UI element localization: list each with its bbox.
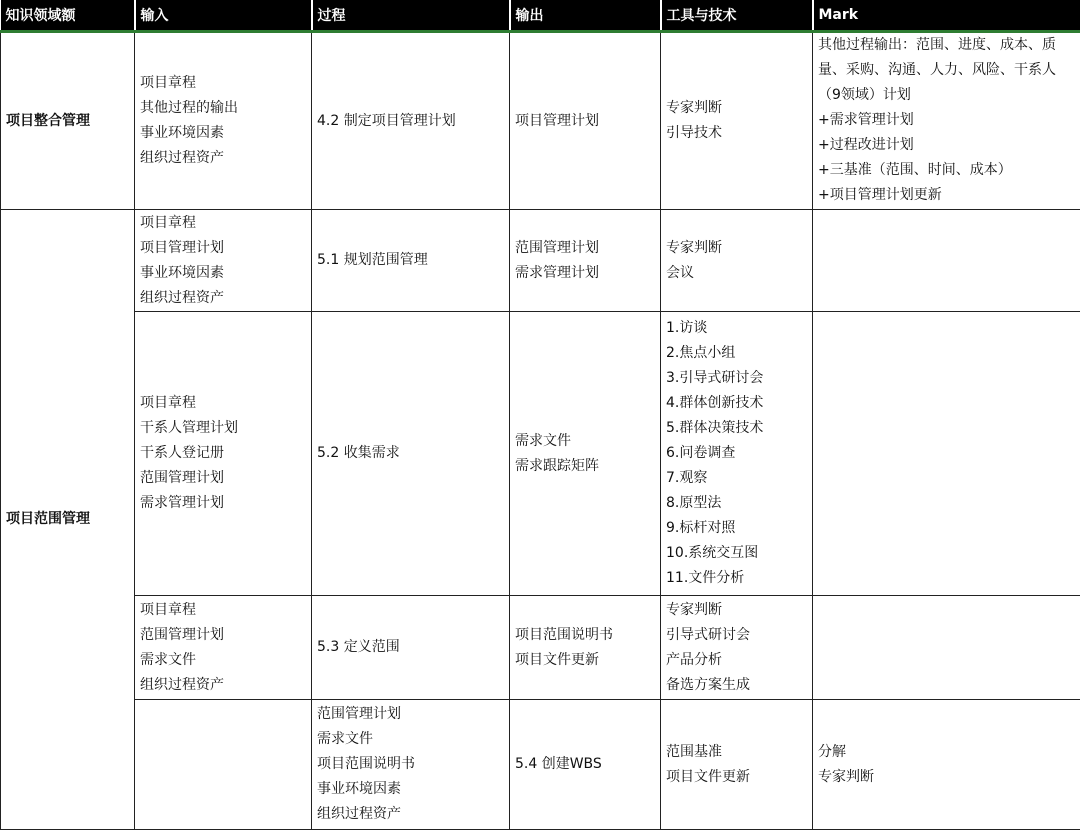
knowledge-area-cell [135,700,312,830]
cell-line: 组织过程资产 [317,806,401,822]
header-knowledge-area: 知识领域额 [1,0,135,32]
cell-line: 8.原型法 [666,495,722,511]
process-cell: 5.4 创建WBS [510,700,661,830]
mark-cell [813,312,1080,596]
process-cell: 5.2 收集需求 [312,312,510,596]
table-row [1,700,1080,830]
cell-line: +项目管理计划更新 [818,187,942,203]
header-outputs: 输出 [510,0,661,32]
cell-line: 专家判断 [666,100,722,116]
tools-cell [813,700,1080,830]
process-cell: 5.1 规划范围管理 [312,210,510,312]
table-row [1,210,1080,312]
cell-line: 专家判断 [818,768,874,785]
table-row [1,32,1080,210]
cell-line: 其他过程的输出 [140,100,238,116]
cell-line: 需求管理计划 [140,495,224,511]
knowledge-area-cell: 项目范围管理 [1,210,135,830]
cell-line: 3.引导式研讨会 [666,370,764,386]
cell-line: 事业环境因素 [317,781,401,797]
cell-line: 事业环境因素 [140,264,224,281]
cell-line: 需求文件 [515,432,571,449]
cell-line: 组织过程资产 [140,676,224,693]
cell-line: 产品分析 [666,651,722,668]
table-row [1,596,1080,700]
cell-line: 11.文件分析 [666,570,745,586]
cell-line: 项目文件更新 [666,768,750,785]
mark-cell [813,596,1080,700]
process-cell: 4.2 制定项目管理计划 [312,32,510,210]
cell-line: 会议 [666,264,694,281]
cell-line: 范围管理计划 [140,626,224,643]
cell-line: 需求管理计划 [515,264,599,281]
tools-cell [661,32,813,210]
cell-line: 项目文件更新 [515,651,599,668]
cell-line: 需求文件 [317,731,373,747]
header-tools: 工具与技术 [661,0,813,32]
cell-line: 范围管理计划 [317,706,401,722]
cell-line: 6.问卷调查 [666,445,736,461]
inputs-cell [135,210,312,312]
tools-cell [661,312,813,596]
outputs-cell [661,700,813,830]
cell-line: +过程改进计划 [818,137,914,153]
header-inputs: 输入 [135,0,312,32]
cell-line: 干系人登记册 [140,445,224,461]
cell-line: 引导技术 [666,125,722,141]
outputs-cell [510,312,661,596]
cell-line: 项目章程 [140,75,196,91]
cell-line: 1.访谈 [666,320,708,336]
cell-line: 5.群体决策技术 [666,420,764,436]
mark-cell [813,210,1080,312]
cell-line: +三基准（范围、时间、成本） [818,162,1012,178]
cell-line: 项目管理计划 [140,239,224,256]
cell-line: 项目范围说明书 [515,626,613,643]
cell-line: 备选方案生成 [666,676,750,693]
cell-line: 10.系统交互图 [666,545,759,561]
cell-line: 事业环境因素 [140,125,224,141]
inputs-cell [135,312,312,596]
outputs-cell [510,210,661,312]
cell-line: 范围管理计划 [515,239,599,256]
outputs-cell [510,32,661,210]
cell-line: 分解 [818,743,846,760]
tools-cell [661,596,813,700]
header-row [1,0,1080,32]
cell-line: 4.群体创新技术 [666,395,764,411]
cell-line: 项目章程 [140,395,196,411]
cell-line: 组织过程资产 [140,150,224,166]
inputs-cell [135,32,312,210]
cell-line: 其他过程输出：范围、进度、成本、质量、采购、沟通、人力、风险、干系人（9领域）计划 [818,37,1056,103]
mark-cell [813,32,1080,210]
cell-line: 引导式研讨会 [666,626,750,643]
table-row [1,312,1080,596]
cell-line: 组织过程资产 [140,289,224,306]
cell-line: 项目管理计划 [515,112,599,129]
cell-line: 范围管理计划 [140,470,224,486]
cell-line: 2.焦点小组 [666,345,736,361]
inputs-cell [312,700,510,830]
cell-line: 需求文件 [140,651,196,668]
tools-cell [661,210,813,312]
outputs-cell [510,596,661,700]
knowledge-area-cell: 项目整合管理 [1,32,135,210]
cell-line: 项目章程 [140,214,196,231]
cell-line: 7.观察 [666,470,708,486]
cell-line: 项目章程 [140,601,196,618]
process-cell: 5.3 定义范围 [312,596,510,700]
cell-line: 专家判断 [666,601,722,618]
cell-line: +需求管理计划 [818,112,914,128]
cell-line: 项目范围说明书 [317,756,415,772]
cell-line: 需求跟踪矩阵 [515,457,599,474]
cell-line: 专家判断 [666,239,722,256]
header-mark: Mark [813,0,1080,32]
inputs-cell [135,596,312,700]
cell-line: 9.标杆对照 [666,520,736,536]
cell-line: 干系人管理计划 [140,420,238,436]
header-process: 过程 [312,0,510,32]
cell-line: 范围基准 [666,743,722,760]
